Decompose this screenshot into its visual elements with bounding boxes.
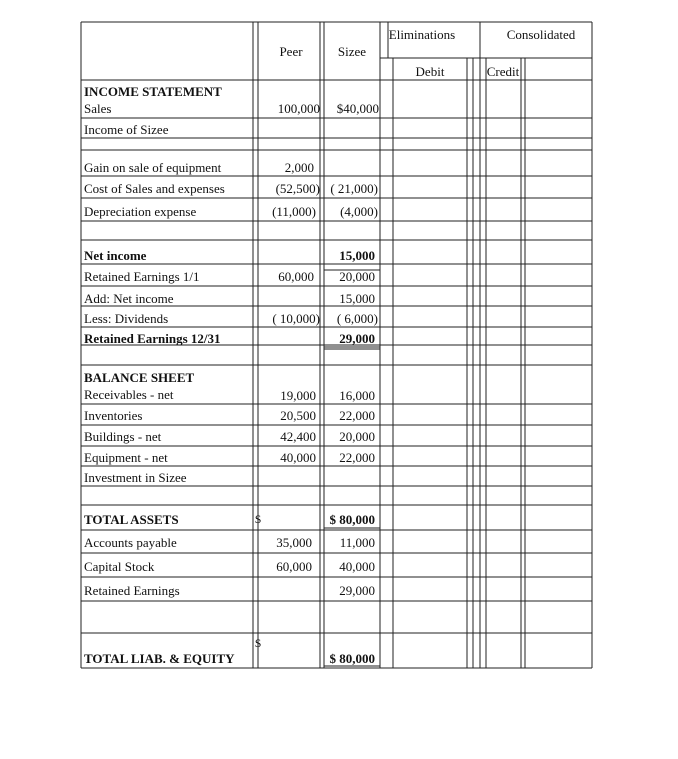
column-header-peer: Peer [279, 44, 303, 59]
row-label-receivables: Receivables - net [84, 387, 174, 402]
gain-on-sale-peer: 2,000 [284, 160, 314, 175]
section-heading-balance-sheet: BALANCE SHEET [84, 370, 195, 385]
net-income-sizee: 15,000 [339, 248, 375, 263]
equipment-sizee: 22,000 [339, 450, 375, 465]
total-liab-equity-sizee: $ 80,000 [329, 651, 375, 666]
column-header-debit: Debit [415, 64, 445, 79]
row-label-income-of-sizee: Income of Sizee [84, 122, 169, 137]
buildings-peer: 42,400 [280, 429, 316, 444]
buildings-sizee: 20,000 [339, 429, 375, 444]
sales-sizee: $40,000 [336, 101, 379, 116]
cost-of-sales-peer: (52,500) [275, 181, 320, 196]
receivables-sizee: 16,000 [339, 388, 375, 403]
retained-earnings-1-1-sizee: 20,000 [339, 269, 375, 284]
row-label-capital-stock: Capital Stock [84, 559, 155, 574]
row-label-less-dividends: Less: Dividends [84, 311, 169, 326]
section-heading-income-statement: INCOME STATEMENT [84, 84, 222, 99]
row-label-retained-earnings-1-1: Retained Earnings 1/1 [84, 269, 200, 284]
equipment-peer: 40,000 [280, 450, 316, 465]
row-label-equipment: Equipment - net [84, 450, 168, 465]
retained-earnings-sizee: 29,000 [339, 583, 375, 598]
column-header-credit: Credit [486, 64, 520, 79]
capital-stock-peer: 60,000 [276, 559, 312, 574]
cost-of-sales-sizee: ( 21,000) [330, 181, 378, 196]
row-label-retained-earnings: Retained Earnings [84, 583, 180, 598]
accounts-payable-sizee: 11,000 [339, 535, 375, 550]
retained-earnings-1-1-peer: 60,000 [278, 269, 314, 284]
depreciation-peer: (11,000) [272, 204, 316, 219]
row-label-investment-in-sizee: Investment in Sizee [84, 470, 187, 485]
retained-earnings-12-31-sizee: 29,000 [339, 331, 375, 346]
depreciation-sizee: (4,000) [340, 204, 378, 219]
accounts-payable-peer: 35,000 [276, 535, 312, 550]
capital-stock-sizee: 40,000 [339, 559, 375, 574]
row-label-add-net-income: Add: Net income [84, 291, 174, 306]
receivables-peer: 19,000 [280, 388, 316, 403]
row-label-buildings: Buildings - net [84, 429, 162, 444]
row-label-accounts-payable: Accounts payable [84, 535, 177, 550]
less-dividends-peer: ( 10,000) [272, 311, 320, 326]
row-label-net-income: Net income [84, 248, 147, 263]
add-net-income-sizee: 15,000 [339, 291, 375, 306]
column-header-consolidated: Consolidated [506, 27, 576, 42]
inventories-sizee: 22,000 [339, 408, 375, 423]
less-dividends-sizee: ( 6,000) [336, 311, 378, 326]
total-assets-peer: $ [255, 512, 261, 526]
row-label-gain-on-sale: Gain on sale of equipment [84, 160, 222, 175]
sales-peer: 100,000 [277, 101, 320, 116]
column-header-eliminations: Eliminations [388, 27, 456, 42]
total-assets-sizee: $ 80,000 [329, 512, 375, 527]
row-label-total-liab-equity: TOTAL LIAB. & EQUITY [84, 651, 235, 666]
row-label-inventories: Inventories [84, 408, 143, 423]
row-label-total-assets: TOTAL ASSETS [84, 512, 179, 527]
row-label-cost-of-sales: Cost of Sales and expenses [84, 181, 225, 196]
row-label-depreciation: Depreciation expense [84, 204, 197, 219]
row-label-retained-earnings-12-31: Retained Earnings 12/31 [84, 331, 221, 346]
inventories-peer: 20,500 [280, 408, 316, 423]
column-header-sizee: Sizee [337, 44, 367, 59]
total-liab-equity-peer: $ [255, 636, 261, 650]
row-label-sales: Sales [84, 101, 112, 116]
